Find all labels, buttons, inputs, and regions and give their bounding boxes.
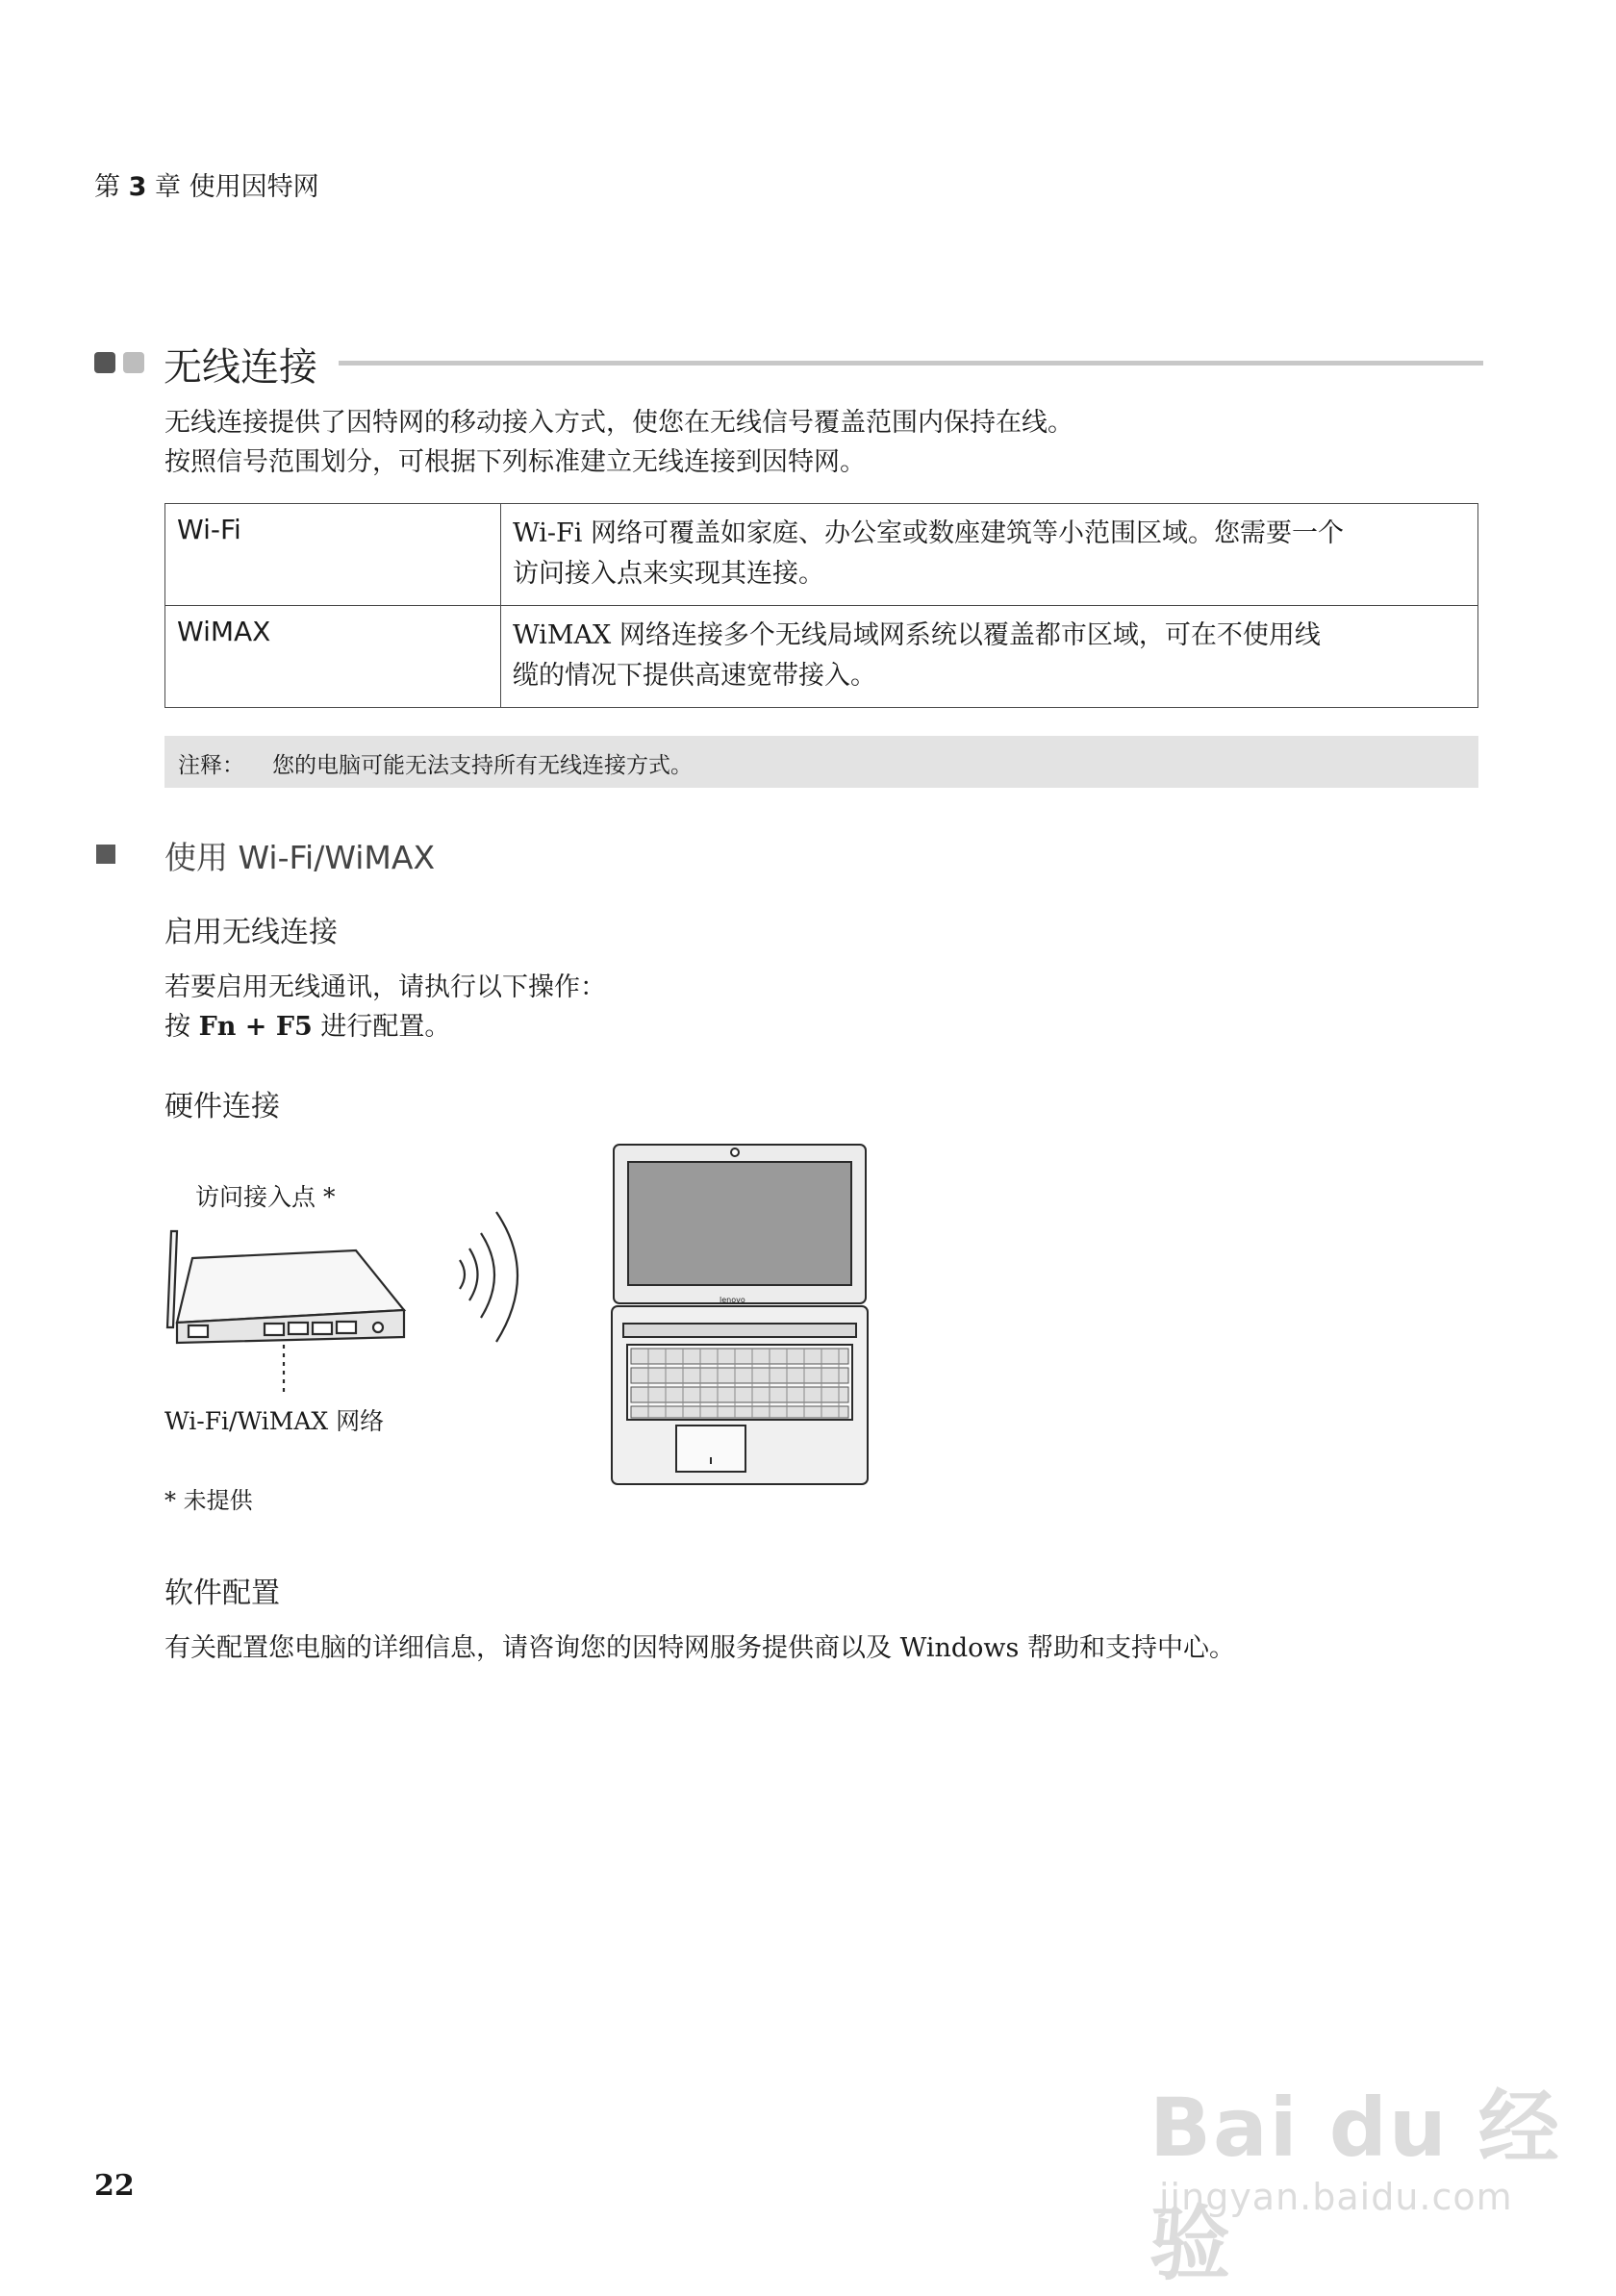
enable-line-2-suffix: 进行配置。 <box>312 1012 451 1042</box>
description-cell <box>501 504 1478 606</box>
description-line: 缆的情况下提供高速宽带接入。 <box>513 661 876 691</box>
description-line: 访问接入点来实现其连接。 <box>513 559 824 589</box>
note-box <box>164 736 1478 788</box>
note-text: 您的电脑可能无法支持所有无线连接方式。 <box>272 753 693 778</box>
page-number: 22 <box>94 2169 135 2203</box>
software-text: 有关配置您电脑的详细信息，请咨询您的因特网服务提供商以及 Windows 帮助和支持中心。 <box>164 1633 1235 1663</box>
watermark-logo: Bai du 经验 <box>1149 2081 1561 2291</box>
router-illustration <box>167 1231 404 1395</box>
hardware-heading: 硬件连接 <box>164 1090 280 1123</box>
enable-line-2-prefix: 按 <box>164 1012 199 1042</box>
chapter-number: 3 <box>128 172 147 202</box>
enable-line-2 <box>164 1008 450 1047</box>
laptop-brand-logo: lenovo <box>720 1296 745 1304</box>
intro-line-2: 按照信号范围划分，可根据下列标准建立无线连接到因特网。 <box>164 447 866 477</box>
connection-types-table <box>164 503 1478 708</box>
key-combo: Fn + F5 <box>198 1012 313 1042</box>
section-marker-light <box>123 352 144 373</box>
description-cell <box>501 606 1478 708</box>
chapter-prefix: 第 <box>94 172 120 202</box>
description-line: WiMAX 网络连接多个无线局域网系统以覆盖都市区域，可在不使用线 <box>513 620 1321 650</box>
access-point-label: 访问接入点 * <box>195 1183 336 1211</box>
term-cell: Wi-Fi <box>165 504 501 606</box>
table-row <box>165 504 1478 606</box>
table-row <box>165 606 1478 708</box>
hardware-illustration <box>154 1135 885 1501</box>
description-line: Wi-Fi 网络可覆盖如家庭、办公室或数座建筑等小范围区域。您需要一个 <box>513 518 1344 548</box>
laptop-illustration <box>612 1145 868 1484</box>
wireless-signal-icon <box>460 1212 518 1342</box>
note-label: 注释： <box>178 753 244 778</box>
footnote: * 未提供 <box>164 1487 253 1514</box>
intro-line-1: 无线连接提供了因特网的移动接入方式，使您在无线信号覆盖范围内保持在线。 <box>164 408 1073 438</box>
watermark-url: jingyan.baidu.com <box>1159 2176 1513 2218</box>
enable-heading: 启用无线连接 <box>164 916 338 949</box>
section-title: 无线连接 <box>164 345 317 390</box>
subsection-title: 使用 Wi-Fi/WiMAX <box>164 839 436 876</box>
running-header <box>94 165 319 203</box>
network-label: Wi-Fi/WiMAX 网络 <box>164 1407 385 1435</box>
subsection-bullet <box>96 845 115 864</box>
term-cell: WiMAX <box>165 606 501 708</box>
chapter-title: 章 使用因特网 <box>154 172 319 202</box>
section-rule <box>339 361 1483 366</box>
section-marker-dark <box>94 352 115 373</box>
software-heading: 软件配置 <box>164 1577 280 1610</box>
enable-line-1: 若要启用无线通讯，请执行以下操作： <box>164 972 606 1002</box>
